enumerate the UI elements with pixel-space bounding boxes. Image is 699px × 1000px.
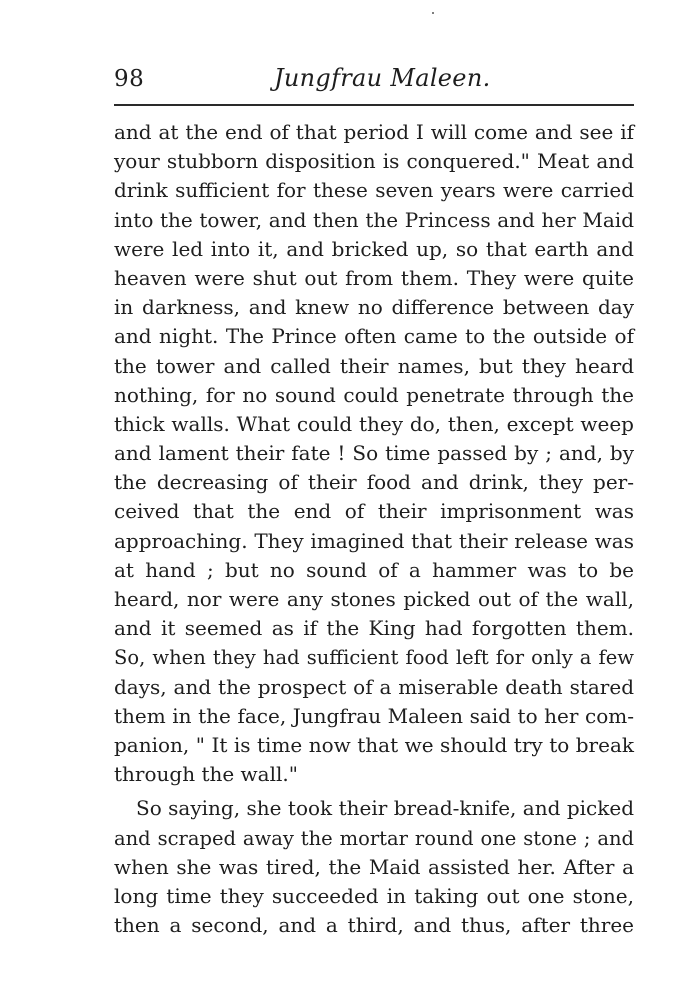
header-rule <box>114 104 634 106</box>
text-line: drink sufficient for these seven years were carried <box>114 178 634 203</box>
text-line: them in the face, Jungfrau Maleen said to her com- <box>114 703 634 728</box>
text-line: at hand ; but no sound of a hammer was to be <box>114 557 634 582</box>
text-line: were led into it, and bricked up, so that earth and <box>114 236 634 261</box>
paragraph <box>114 794 634 940</box>
text-line: and lament their fate ! So time passed by ; and, by <box>114 441 634 466</box>
text-line: in darkness, and knew no difference between day <box>114 295 634 320</box>
text-line: thick walls. What could they do, then, except weep <box>114 411 634 436</box>
text-line: days, and the prospect of a miserable death stared <box>114 674 634 699</box>
text-line: long time they succeeded in taking out one stone, <box>114 883 634 908</box>
body-text <box>114 118 634 940</box>
text-line: then a second, and a third, and thus, after three <box>114 913 634 938</box>
text-line: nothing, for no sound could penetrate through the <box>114 382 634 407</box>
running-title: Jungfrau Maleen. <box>274 64 491 92</box>
page-number: 98 <box>114 66 145 92</box>
text-line: the decreasing of their food and drink, they per- <box>114 470 634 495</box>
text-line: heaven were shut out from them. They were quite <box>114 265 634 290</box>
text-line: So, when they had sufficient food left for only a few <box>114 646 634 670</box>
text-line: into the tower, and then the Princess and her Maid <box>114 207 634 232</box>
text-line: ceived that the end of their imprisonment was <box>114 499 634 524</box>
text-line: So saying, she took their bread-knife, and picked <box>136 796 634 821</box>
print-speck <box>432 12 434 14</box>
text-line: approaching. They imagined that their release was <box>114 528 634 553</box>
text-line: through the wall." <box>114 762 298 787</box>
text-line: and it seemed as if the King had forgotten them. <box>114 616 634 641</box>
text-line: the tower and called their names, but they heard <box>114 353 634 378</box>
text-line: your stubborn disposition is conquered." Meat and <box>114 149 634 174</box>
text-line: and night. The Prince often came to the outside of <box>114 324 634 349</box>
text-line: panion, " It is time now that we should try to break <box>114 732 634 757</box>
text-line: and scraped away the mortar round one stone ; and <box>114 826 634 850</box>
paragraph <box>114 118 634 789</box>
text-line: when she was tired, the Maid assisted her. After a <box>114 854 634 879</box>
page-header <box>114 54 634 104</box>
text-line: and at the end of that period I will come and see if <box>114 120 634 144</box>
text-line: heard, nor were any stones picked out of the wall, <box>114 587 634 611</box>
